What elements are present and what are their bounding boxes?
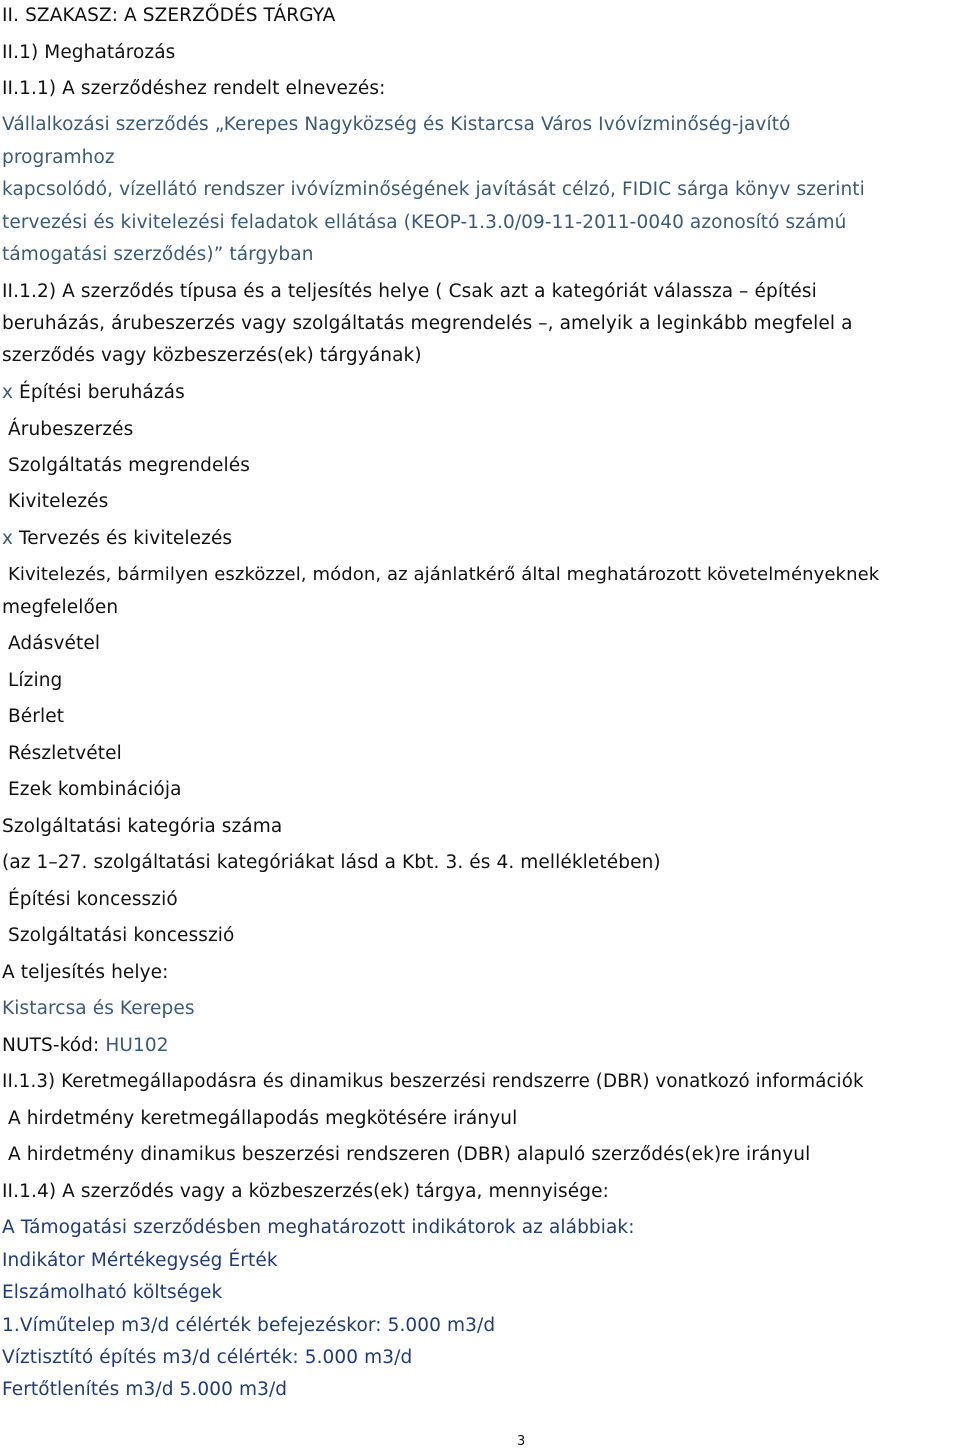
option-adasvetel: Adásvétel xyxy=(8,633,101,654)
page-number: 3 xyxy=(517,1434,526,1449)
option-epitesi-beruhazas: x Építési beruházás xyxy=(2,382,185,403)
section-heading: II. SZAKASZ: A SZERZŐDÉS TÁRGYA xyxy=(2,5,336,26)
option-arubeszerzes: Árubeszerzés xyxy=(8,419,134,440)
option-epitesi-koncesszio: Építési koncesszió xyxy=(8,889,178,910)
item-1-1-label: II.1.1) A szerződéshez rendelt elnevezés: xyxy=(2,78,386,99)
option-keretmegallapodas: A hirdetmény keretmegállapodás megkötésére irányul xyxy=(8,1108,518,1129)
sub-heading: II.1) Meghatározás xyxy=(2,42,176,63)
contract-name-line: programhoz xyxy=(2,147,115,168)
indicator-line: Elszámolható költségek xyxy=(2,1282,223,1303)
contract-name-line: támogatási szerződés)” tárgyban xyxy=(2,244,314,265)
contract-name-line: kapcsolódó, vízellátó rendszer ivóvízminőségének javítását célzó, FIDIC sárga könyv szerinti xyxy=(2,179,865,200)
indicator-line: Indikátor Mértékegység Érték xyxy=(2,1250,278,1271)
option-kivitelezes-barmilyen: Kivitelezés, bármilyen eszközzel, módon, az ajánlatkérő által meghatározott követelményeknek xyxy=(8,564,880,585)
indicator-line: 1.Víműtelep m3/d célérték befejezéskor: 5.000 m3/d xyxy=(2,1315,496,1336)
contract-name-line: Vállalkozási szerződés „Kerepes Nagyközség és Kistarcsa Város Ivóvízminőség-javító xyxy=(2,114,791,135)
item-1-2-line: II.1.2) A szerződés típusa és a teljesítés helye ( Csak azt a kategóriát válassza – építési xyxy=(2,281,817,302)
item-1-3: II.1.3) Keretmegállapodásra és dinamikus beszerzési rendszerre (DBR) vonatkozó információk xyxy=(2,1071,864,1092)
item-1-2-line: szerződés vagy közbeszerzés(ek) tárgyának) xyxy=(2,345,422,366)
option-kivitelezes-barmilyen-cont: megfelelően xyxy=(2,597,119,618)
option-lizing: Lízing xyxy=(8,670,63,691)
option-kivitelezes: Kivitelezés xyxy=(8,491,109,512)
selected-mark: x xyxy=(2,528,14,549)
teljesites-helye-label: A teljesítés helye: xyxy=(2,962,169,983)
indicator-line: Fertőtlenítés m3/d 5.000 m3/d xyxy=(2,1379,288,1400)
option-szolgaltatasi-koncesszio: Szolgáltatási koncesszió xyxy=(8,925,235,946)
contract-name-line: tervezési és kivitelezési feladatok ellátása (KEOP-1.3.0/09-11-2011-0040 azonosító számú xyxy=(2,212,847,233)
option-reszletvetel: Részletvétel xyxy=(8,743,122,764)
selected-mark: x xyxy=(2,382,14,403)
nuts-code-value: HU102 xyxy=(105,1035,169,1056)
item-1-4: II.1.4) A szerződés vagy a közbeszerzés(ek) tárgya, mennyisége: xyxy=(2,1181,609,1202)
item-1-2-line: beruházás, árubeszerzés vagy szolgáltatás megrendelés –, amelyik a leginkább megfelel a xyxy=(2,313,853,334)
option-kombinacio: Ezek kombinációja xyxy=(8,779,182,800)
indicator-line: A Támogatási szerződésben meghatározott indikátorok az alábbiak: xyxy=(2,1217,635,1238)
option-dbr: A hirdetmény dinamikus beszerzési rendszeren (DBR) alapuló szerződés(ek)re irányul xyxy=(8,1144,811,1165)
option-tervezes-kivitelezes: x Tervezés és kivitelezés xyxy=(2,528,233,549)
szolgaltatasi-kategoria-note: (az 1–27. szolgáltatási kategóriákat lásd a Kbt. 3. és 4. mellékletében) xyxy=(2,852,661,873)
indicator-line: Víztisztító építés m3/d célérték: 5.000 m3/d xyxy=(2,1347,413,1368)
szolgaltatasi-kategoria: Szolgáltatási kategória száma xyxy=(2,816,283,837)
nuts-code: NUTS-kód: HU102 xyxy=(2,1035,169,1056)
option-szolgaltatas: Szolgáltatás megrendelés xyxy=(8,455,250,476)
option-berlet: Bérlet xyxy=(8,706,65,727)
teljesites-helye-value: Kistarcsa és Kerepes xyxy=(2,998,195,1019)
